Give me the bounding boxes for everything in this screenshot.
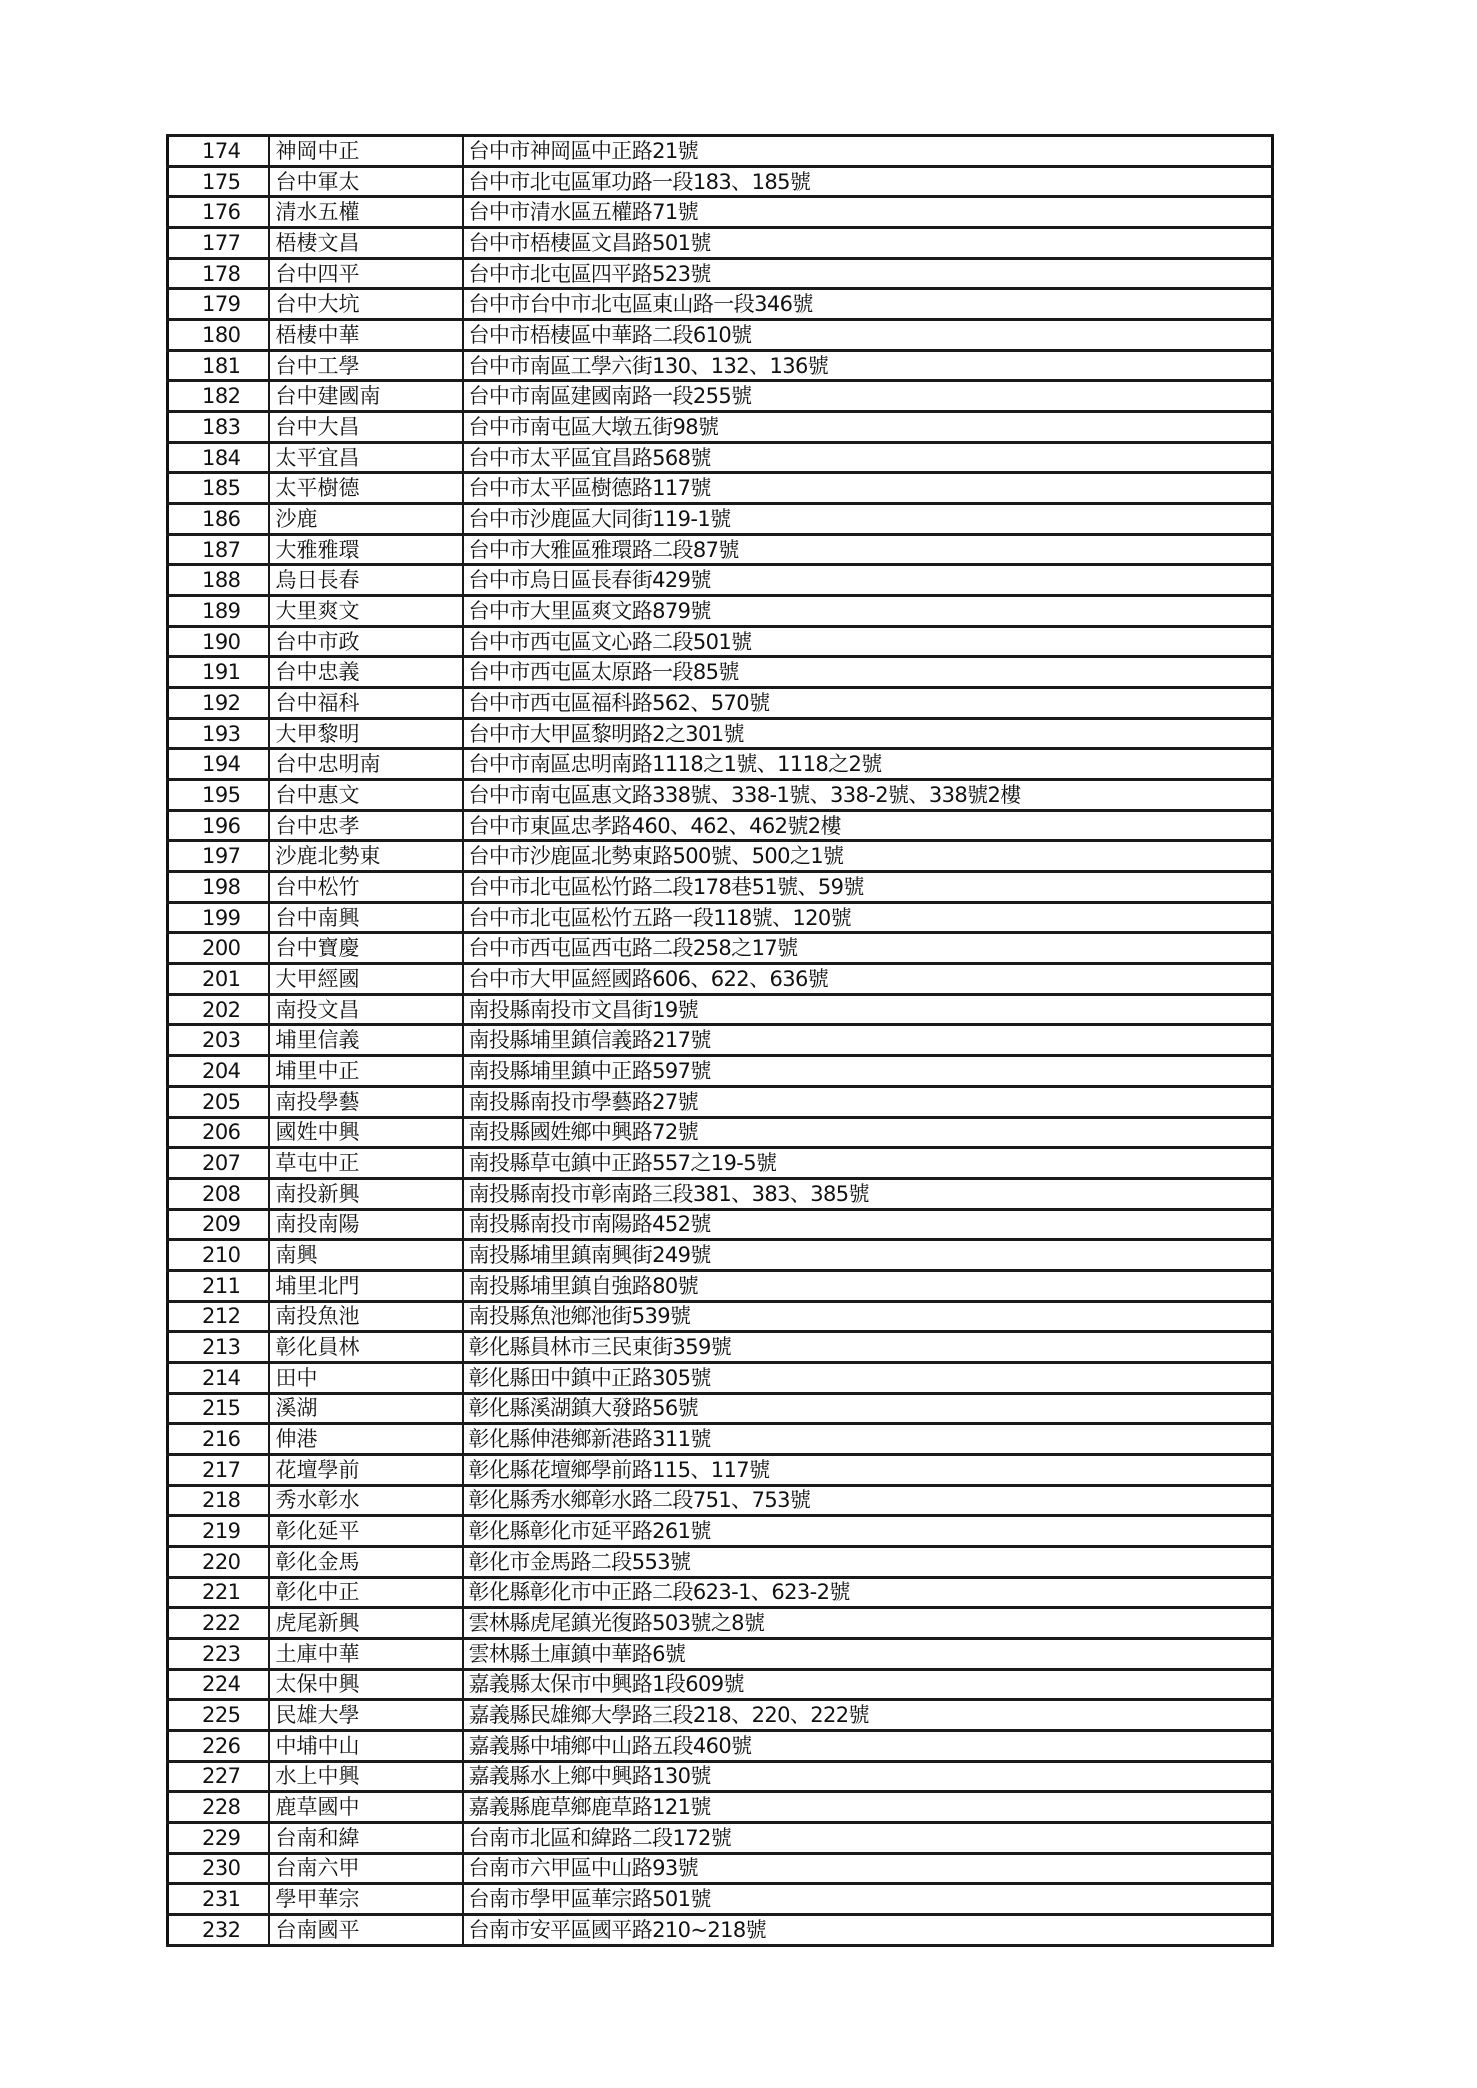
table-row: [168, 1516, 1273, 1547]
station-address: 彰化縣員林市三民東街359號: [463, 1332, 1273, 1363]
station-address: 台中市大甲區經國路606、622、636號: [463, 964, 1273, 995]
table-row: [168, 1362, 1273, 1393]
table-row: [168, 810, 1273, 841]
station-name: 民雄大學: [269, 1700, 463, 1731]
table-row: [168, 1700, 1273, 1731]
table-row: [168, 1853, 1273, 1884]
row-number: 182: [168, 381, 269, 412]
row-number: 186: [168, 504, 269, 535]
station-name: 學甲華宗: [269, 1884, 463, 1915]
row-number: 204: [168, 1056, 269, 1087]
row-number: 200: [168, 933, 269, 964]
station-address: 南投縣埔里鎮信義路217號: [463, 1025, 1273, 1056]
row-number: 176: [168, 197, 269, 228]
station-name: 台南國平: [269, 1914, 463, 1945]
station-address: 台中市太平區宜昌路568號: [463, 442, 1273, 473]
station-address: 台中市梧棲區中華路二段610號: [463, 320, 1273, 351]
station-address: 南投縣南投市文昌街19號: [463, 994, 1273, 1025]
station-address: 南投縣埔里鎮南興街249號: [463, 1240, 1273, 1271]
row-number: 227: [168, 1761, 269, 1792]
table-row: [168, 749, 1273, 780]
station-name: 彰化金馬: [269, 1546, 463, 1577]
station-name: 台中軍太: [269, 166, 463, 197]
station-name: 沙鹿: [269, 504, 463, 535]
station-address: 台中市沙鹿區大同街119-1號: [463, 504, 1273, 535]
table-row: [168, 1117, 1273, 1148]
table-row: [168, 504, 1273, 535]
station-address: 彰化市金馬路二段553號: [463, 1546, 1273, 1577]
row-number: 177: [168, 228, 269, 259]
station-address: 台中市北屯區軍功路一段183、185號: [463, 166, 1273, 197]
table-row: [168, 1485, 1273, 1516]
station-name: 神岡中正: [269, 136, 463, 167]
table-row: [168, 1148, 1273, 1179]
station-name: 南投魚池: [269, 1301, 463, 1332]
station-name: 大甲經國: [269, 964, 463, 995]
row-number: 218: [168, 1485, 269, 1516]
station-name: 花壇學前: [269, 1454, 463, 1485]
table-row: [168, 1056, 1273, 1087]
table-row: [168, 841, 1273, 872]
table-row: [168, 534, 1273, 565]
station-address: 台中市西屯區太原路一段85號: [463, 657, 1273, 688]
station-address: 南投縣南投市彰南路三段381、383、385號: [463, 1178, 1273, 1209]
row-number: 230: [168, 1853, 269, 1884]
row-number: 208: [168, 1178, 269, 1209]
row-number: 229: [168, 1822, 269, 1853]
station-name: 烏日長春: [269, 565, 463, 596]
row-number: 175: [168, 166, 269, 197]
row-number: 196: [168, 810, 269, 841]
row-number: 191: [168, 657, 269, 688]
station-address: 台中市太平區樹德路117號: [463, 473, 1273, 504]
table-row: [168, 136, 1273, 167]
station-address: 台中市清水區五權路71號: [463, 197, 1273, 228]
row-number: 212: [168, 1301, 269, 1332]
station-name: 台中工學: [269, 350, 463, 381]
station-name: 太平宜昌: [269, 442, 463, 473]
station-name: 台中建國南: [269, 381, 463, 412]
station-address: 彰化縣花壇鄉學前路115、117號: [463, 1454, 1273, 1485]
station-address: 台中市北屯區松竹路二段178巷51號、59號: [463, 872, 1273, 903]
table-row: [168, 1332, 1273, 1363]
station-address: 彰化縣秀水鄉彰水路二段751、753號: [463, 1485, 1273, 1516]
station-address: 台中市西屯區文心路二段501號: [463, 626, 1273, 657]
station-name: 埔里信義: [269, 1025, 463, 1056]
station-address: 彰化縣彰化市延平路261號: [463, 1516, 1273, 1547]
station-address: 南投縣南投市學藝路27號: [463, 1086, 1273, 1117]
table-row: [168, 473, 1273, 504]
station-name: 南投學藝: [269, 1086, 463, 1117]
row-number: 225: [168, 1700, 269, 1731]
station-name: 大里爽文: [269, 596, 463, 627]
table-row: [168, 381, 1273, 412]
station-name: 田中: [269, 1362, 463, 1393]
station-address: 台中市南屯區惠文路338號、338-1號、338-2號、338號2樓: [463, 780, 1273, 811]
station-name: 梧棲文昌: [269, 228, 463, 259]
station-name: 台中寶慶: [269, 933, 463, 964]
station-name: 大雅雅環: [269, 534, 463, 565]
table-row: [168, 1424, 1273, 1455]
row-number: 195: [168, 780, 269, 811]
station-address: 台中市西屯區西屯路二段258之17號: [463, 933, 1273, 964]
table-row: [168, 565, 1273, 596]
row-number: 215: [168, 1393, 269, 1424]
table-row: [168, 258, 1273, 289]
station-address: 彰化縣溪湖鎮大發路56號: [463, 1393, 1273, 1424]
row-number: 194: [168, 749, 269, 780]
table-row: [168, 872, 1273, 903]
row-number: 190: [168, 626, 269, 657]
table-row: [168, 1730, 1273, 1761]
station-address-table: [166, 134, 1274, 1947]
row-number: 209: [168, 1209, 269, 1240]
row-number: 220: [168, 1546, 269, 1577]
table-row: [168, 1792, 1273, 1823]
table-row: [168, 933, 1273, 964]
station-address: 台中市烏日區長春街429號: [463, 565, 1273, 596]
row-number: 224: [168, 1669, 269, 1700]
table-body: [168, 136, 1273, 1946]
table-row: [168, 1669, 1273, 1700]
table-row: [168, 1884, 1273, 1915]
station-name: 溪湖: [269, 1393, 463, 1424]
station-address: 台南市北區和緯路二段172號: [463, 1822, 1273, 1853]
station-name: 台中惠文: [269, 780, 463, 811]
station-name: 大甲黎明: [269, 718, 463, 749]
row-number: 228: [168, 1792, 269, 1823]
table-row: [168, 780, 1273, 811]
station-address: 台中市南屯區大墩五街98號: [463, 412, 1273, 443]
row-number: 178: [168, 258, 269, 289]
station-name: 台中福科: [269, 688, 463, 719]
station-name: 台南和緯: [269, 1822, 463, 1853]
station-name: 台中忠義: [269, 657, 463, 688]
table-row: [168, 1822, 1273, 1853]
table-row: [168, 1608, 1273, 1639]
station-name: 草屯中正: [269, 1148, 463, 1179]
row-number: 180: [168, 320, 269, 351]
row-number: 216: [168, 1424, 269, 1455]
table-row: [168, 626, 1273, 657]
table-row: [168, 350, 1273, 381]
table-row: [168, 228, 1273, 259]
row-number: 221: [168, 1577, 269, 1608]
row-number: 223: [168, 1638, 269, 1669]
row-number: 188: [168, 565, 269, 596]
station-name: 台中大坑: [269, 289, 463, 320]
table-row: [168, 412, 1273, 443]
station-address: 雲林縣土庫鎮中華路6號: [463, 1638, 1273, 1669]
station-address: 台中市大雅區雅環路二段87號: [463, 534, 1273, 565]
table-row: [168, 1240, 1273, 1271]
table-row: [168, 320, 1273, 351]
table-row: [168, 1209, 1273, 1240]
station-address: 台南市六甲區中山路93號: [463, 1853, 1273, 1884]
station-name: 南投新興: [269, 1178, 463, 1209]
table-row: [168, 1086, 1273, 1117]
station-name: 彰化員林: [269, 1332, 463, 1363]
row-number: 211: [168, 1270, 269, 1301]
station-address: 嘉義縣水上鄉中興路130號: [463, 1761, 1273, 1792]
row-number: 189: [168, 596, 269, 627]
row-number: 210: [168, 1240, 269, 1271]
row-number: 206: [168, 1117, 269, 1148]
station-name: 秀水彰水: [269, 1485, 463, 1516]
station-address: 台中市北屯區四平路523號: [463, 258, 1273, 289]
station-name: 土庫中華: [269, 1638, 463, 1669]
station-name: 台中松竹: [269, 872, 463, 903]
row-number: 199: [168, 902, 269, 933]
row-number: 217: [168, 1454, 269, 1485]
station-address: 彰化縣彰化市中正路二段623-1、623-2號: [463, 1577, 1273, 1608]
station-name: 中埔中山: [269, 1730, 463, 1761]
station-name: 太保中興: [269, 1669, 463, 1700]
row-number: 198: [168, 872, 269, 903]
row-number: 197: [168, 841, 269, 872]
table-row: [168, 902, 1273, 933]
row-number: 201: [168, 964, 269, 995]
row-number: 185: [168, 473, 269, 504]
station-name: 台中四平: [269, 258, 463, 289]
table-row: [168, 1546, 1273, 1577]
row-number: 214: [168, 1362, 269, 1393]
station-name: 埔里中正: [269, 1056, 463, 1087]
station-name: 南投文昌: [269, 994, 463, 1025]
table-row: [168, 1393, 1273, 1424]
row-number: 183: [168, 412, 269, 443]
station-address: 台中市南區建國南路一段255號: [463, 381, 1273, 412]
station-name: 國姓中興: [269, 1117, 463, 1148]
row-number: 187: [168, 534, 269, 565]
row-number: 232: [168, 1914, 269, 1945]
station-address: 台南市學甲區華宗路501號: [463, 1884, 1273, 1915]
table-row: [168, 1761, 1273, 1792]
station-name: 虎尾新興: [269, 1608, 463, 1639]
station-name: 南興: [269, 1240, 463, 1271]
row-number: 184: [168, 442, 269, 473]
station-address: 台中市大甲區黎明路2之301號: [463, 718, 1273, 749]
station-address: 台中市神岡區中正路21號: [463, 136, 1273, 167]
station-name: 伸港: [269, 1424, 463, 1455]
station-address: 雲林縣虎尾鎮光復路503號之8號: [463, 1608, 1273, 1639]
station-address: 南投縣埔里鎮自強路80號: [463, 1270, 1273, 1301]
row-number: 203: [168, 1025, 269, 1056]
station-address: 彰化縣伸港鄉新港路311號: [463, 1424, 1273, 1455]
table-row: [168, 718, 1273, 749]
station-name: 台中忠孝: [269, 810, 463, 841]
row-number: 213: [168, 1332, 269, 1363]
station-address: 台中市北屯區松竹五路一段118號、120號: [463, 902, 1273, 933]
row-number: 219: [168, 1516, 269, 1547]
station-name: 台中南興: [269, 902, 463, 933]
station-address: 台中市沙鹿區北勢東路500號、500之1號: [463, 841, 1273, 872]
table-row: [168, 442, 1273, 473]
station-name: 台中大昌: [269, 412, 463, 443]
station-name: 清水五權: [269, 197, 463, 228]
row-number: 192: [168, 688, 269, 719]
station-name: 水上中興: [269, 1761, 463, 1792]
station-address: 台中市南區忠明南路1118之1號、1118之2號: [463, 749, 1273, 780]
table-row: [168, 1025, 1273, 1056]
table-row: [168, 166, 1273, 197]
row-number: 207: [168, 1148, 269, 1179]
table-row: [168, 1577, 1273, 1608]
row-number: 179: [168, 289, 269, 320]
row-number: 222: [168, 1608, 269, 1639]
station-name: 沙鹿北勢東: [269, 841, 463, 872]
table-row: [168, 657, 1273, 688]
table-row: [168, 994, 1273, 1025]
station-address: 南投縣草屯鎮中正路557之19-5號: [463, 1148, 1273, 1179]
station-name: 埔里北門: [269, 1270, 463, 1301]
station-name: 梧棲中華: [269, 320, 463, 351]
station-address: 南投縣南投市南陽路452號: [463, 1209, 1273, 1240]
station-address: 嘉義縣鹿草鄉鹿草路121號: [463, 1792, 1273, 1823]
station-address: 台南市安平區國平路210~218號: [463, 1914, 1273, 1945]
row-number: 181: [168, 350, 269, 381]
station-name: 台中忠明南: [269, 749, 463, 780]
station-name: 台中市政: [269, 626, 463, 657]
station-address: 嘉義縣民雄鄉大學路三段218、220、222號: [463, 1700, 1273, 1731]
row-number: 202: [168, 994, 269, 1025]
station-address: 南投縣魚池鄉池街539號: [463, 1301, 1273, 1332]
table-row: [168, 596, 1273, 627]
row-number: 205: [168, 1086, 269, 1117]
row-number: 174: [168, 136, 269, 167]
row-number: 226: [168, 1730, 269, 1761]
table-row: [168, 1178, 1273, 1209]
station-name: 太平樹德: [269, 473, 463, 504]
station-address: 台中市台中市北屯區東山路一段346號: [463, 289, 1273, 320]
table-row: [168, 1454, 1273, 1485]
station-address: 南投縣國姓鄉中興路72號: [463, 1117, 1273, 1148]
table-row: [168, 964, 1273, 995]
table-row: [168, 1270, 1273, 1301]
table-row: [168, 688, 1273, 719]
station-address: 台中市大里區爽文路879號: [463, 596, 1273, 627]
row-number: 231: [168, 1884, 269, 1915]
station-address: 嘉義縣太保市中興路1段609號: [463, 1669, 1273, 1700]
station-name: 台南六甲: [269, 1853, 463, 1884]
station-address: 台中市西屯區福科路562、570號: [463, 688, 1273, 719]
station-address: 嘉義縣中埔鄉中山路五段460號: [463, 1730, 1273, 1761]
station-name: 彰化延平: [269, 1516, 463, 1547]
table-row: [168, 1638, 1273, 1669]
station-name: 南投南陽: [269, 1209, 463, 1240]
station-name: 鹿草國中: [269, 1792, 463, 1823]
station-address: 台中市梧棲區文昌路501號: [463, 228, 1273, 259]
station-name: 彰化中正: [269, 1577, 463, 1608]
station-address: 南投縣埔里鎮中正路597號: [463, 1056, 1273, 1087]
station-address: 彰化縣田中鎮中正路305號: [463, 1362, 1273, 1393]
station-address: 台中市東區忠孝路460、462、462號2樓: [463, 810, 1273, 841]
table-row: [168, 1914, 1273, 1945]
station-address: 台中市南區工學六街130、132、136號: [463, 350, 1273, 381]
table-row: [168, 197, 1273, 228]
table-row: [168, 289, 1273, 320]
table-row: [168, 1301, 1273, 1332]
row-number: 193: [168, 718, 269, 749]
